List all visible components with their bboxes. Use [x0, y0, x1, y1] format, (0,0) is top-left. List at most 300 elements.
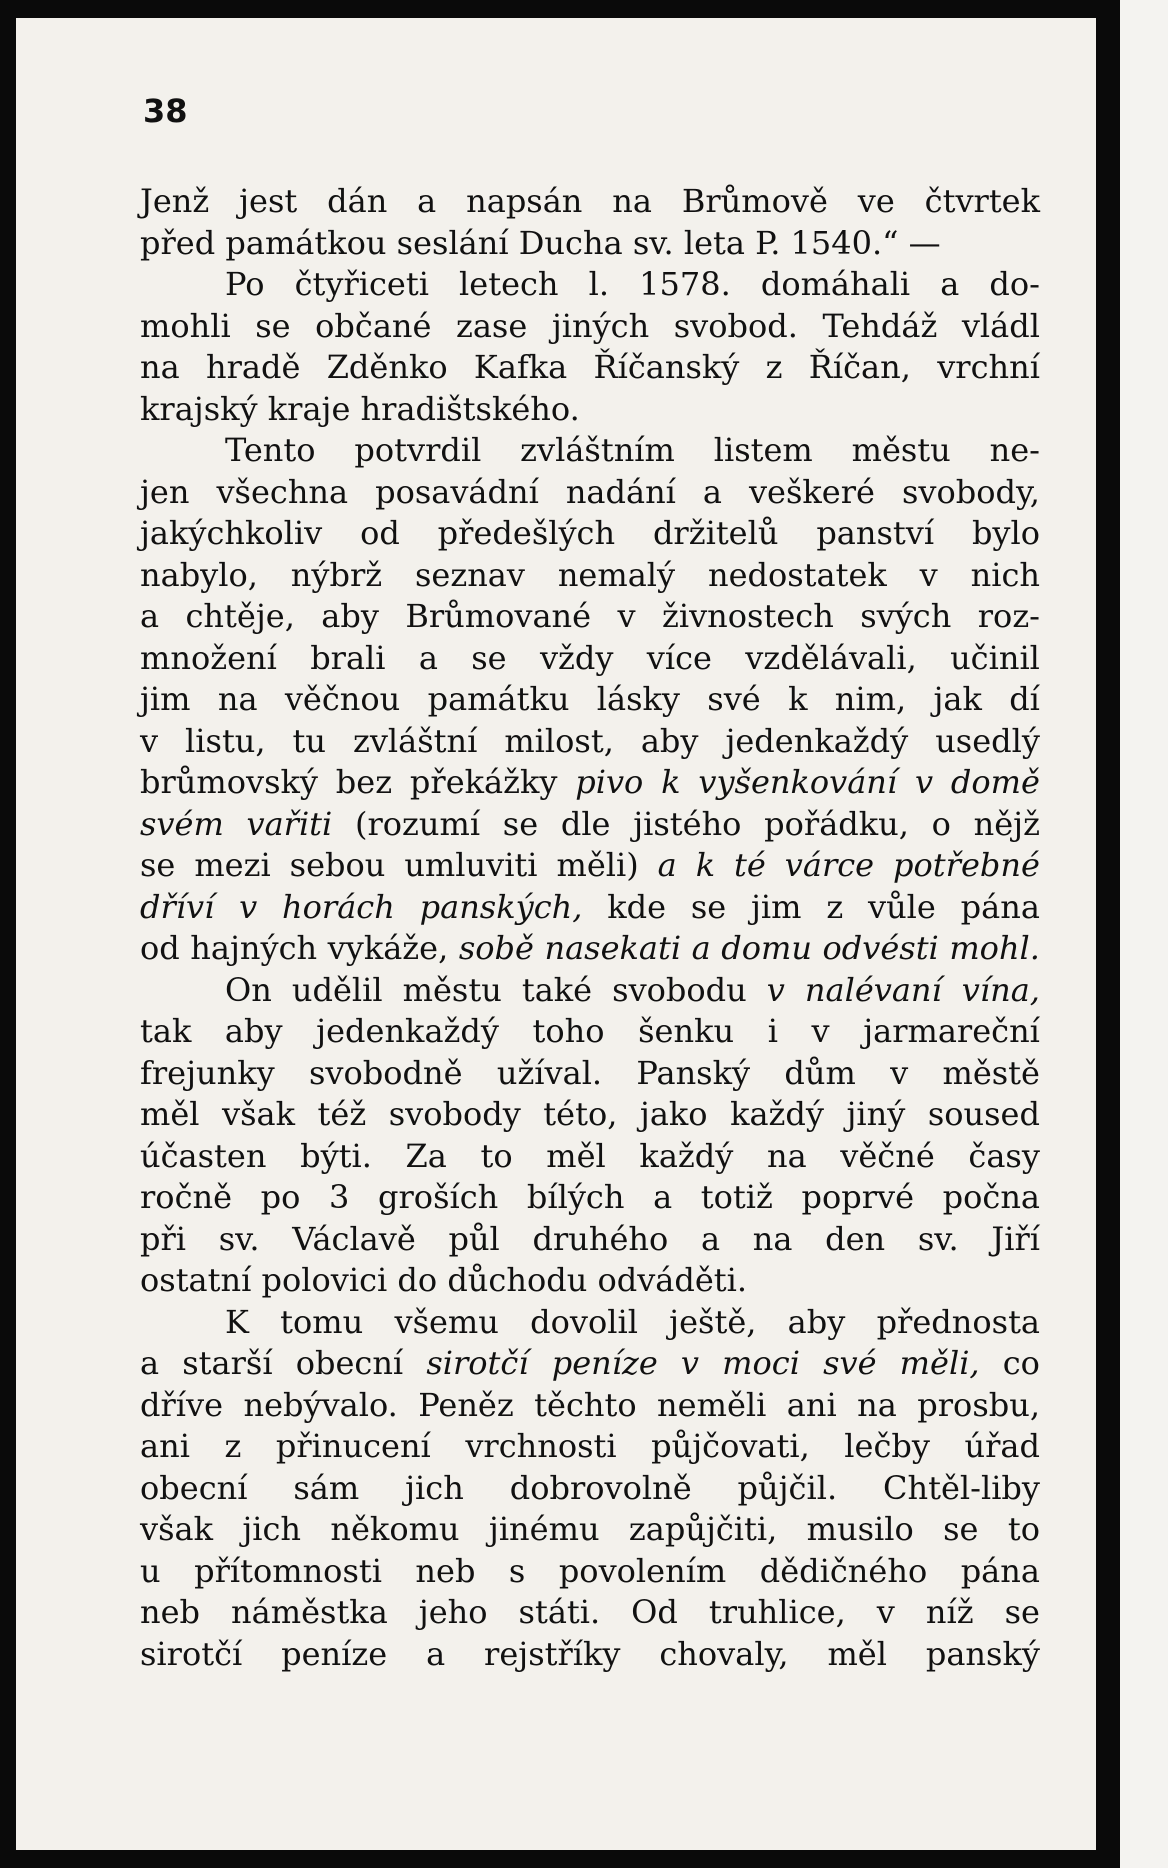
word: dům	[784, 1053, 856, 1092]
word: v	[919, 555, 938, 594]
word: ani	[140, 1427, 190, 1465]
word: umluviti	[404, 846, 538, 884]
word: lásky	[596, 680, 680, 718]
word: městu	[851, 431, 951, 469]
word: peníze	[281, 1634, 388, 1673]
word: městě	[942, 1053, 1040, 1092]
italic-word: v	[914, 763, 934, 801]
word: se	[471, 638, 507, 677]
word: a	[417, 182, 437, 220]
word: Brůmované	[405, 597, 592, 635]
text-line	[140, 679, 1040, 721]
word: však	[140, 1510, 213, 1548]
italic-word: domu	[721, 929, 812, 967]
word: bylo	[971, 514, 1040, 552]
word: Václavě	[292, 1219, 416, 1258]
word: Jenž	[140, 182, 210, 220]
italic-word: domě	[950, 763, 1040, 801]
word: kde	[607, 887, 667, 926]
word: hajných	[190, 929, 318, 967]
word: v	[890, 1053, 909, 1092]
italic-word: svém	[140, 804, 224, 843]
word: roz-	[977, 597, 1040, 635]
text-line	[140, 223, 1040, 265]
word: neb	[415, 1551, 476, 1590]
word: svobody,	[901, 472, 1040, 511]
text-line	[140, 264, 1040, 306]
word: ještě,	[669, 1302, 757, 1341]
word: panský	[925, 1634, 1040, 1673]
italic-word: panských,	[419, 887, 583, 926]
word: sirotčí	[140, 1634, 243, 1673]
word: držitelů	[652, 514, 779, 552]
word: K	[225, 1302, 249, 1341]
word: na	[612, 182, 652, 220]
word: to	[1007, 1510, 1040, 1548]
word: k	[788, 680, 808, 718]
word: musilo	[806, 1510, 914, 1548]
italic-word: k	[661, 763, 681, 801]
word: chtěje,	[185, 597, 295, 635]
word: níž	[925, 1593, 974, 1631]
word: dán	[327, 182, 388, 220]
word: domáhali	[760, 265, 911, 303]
word: předešlých	[437, 514, 616, 552]
word: to	[480, 1136, 513, 1175]
word: půl	[448, 1219, 500, 1258]
word: se	[1004, 1593, 1040, 1631]
text-line	[140, 721, 1040, 763]
text-line	[140, 1302, 1040, 1344]
text-line	[140, 1634, 1040, 1676]
word: na	[752, 1219, 793, 1258]
word: s	[508, 1551, 526, 1590]
word: jedenkaždý	[725, 721, 909, 760]
word: přítomnosti	[194, 1551, 382, 1590]
word: obecní	[295, 1344, 404, 1382]
word: šenku	[638, 1012, 735, 1050]
word: pána	[960, 1551, 1040, 1590]
word: z	[224, 1427, 242, 1465]
italic-word: pivo	[575, 763, 644, 801]
text-span: krajský kraje hradištského.	[140, 389, 580, 428]
word: těchto	[534, 1385, 637, 1424]
word: milost,	[504, 721, 614, 760]
word: bílých	[526, 1178, 625, 1216]
word: se	[502, 804, 539, 843]
word: aby	[321, 597, 379, 635]
word: po	[260, 1178, 301, 1216]
text-line	[140, 472, 1040, 514]
word: nemalý	[557, 555, 676, 594]
word: jedenkaždý	[316, 1012, 499, 1050]
word: co	[1002, 1344, 1040, 1382]
word: povolením	[558, 1551, 727, 1590]
word: pořádku,	[764, 804, 909, 843]
word: jim	[140, 680, 191, 718]
text-line	[140, 1094, 1040, 1136]
word: Brůmově	[681, 182, 828, 220]
word: dí	[1009, 680, 1040, 718]
italic-word: sobě	[458, 929, 534, 967]
word: vzdělávali,	[745, 638, 917, 677]
word: nýbrž	[290, 555, 383, 594]
text-line	[140, 1343, 1040, 1385]
word: vykáže,	[327, 929, 449, 967]
word: zvláštní	[352, 721, 478, 760]
text-line	[140, 596, 1040, 638]
page-number: 38	[143, 92, 188, 130]
word: úřad	[964, 1427, 1040, 1465]
word: den	[825, 1219, 886, 1258]
text-line	[140, 1592, 1040, 1634]
word: jich	[405, 1468, 464, 1507]
word: v	[140, 721, 159, 760]
word: své	[707, 680, 761, 718]
word: a	[426, 1634, 446, 1673]
word: zapůjčiti,	[628, 1510, 778, 1548]
word: potvrdil	[354, 431, 482, 469]
word: sv.	[218, 1219, 260, 1258]
word: a	[940, 265, 960, 303]
text-line	[140, 181, 1040, 223]
word: jistého	[633, 804, 742, 843]
word: Říčan,	[808, 348, 911, 386]
word: se	[690, 887, 727, 926]
word: městu	[402, 970, 502, 1009]
word: Tehdáž	[822, 306, 938, 345]
word: Jiří	[991, 1219, 1040, 1258]
word: seznav	[414, 555, 525, 594]
text-line	[140, 1260, 1040, 1302]
text-line	[140, 970, 1040, 1012]
word: obecní	[140, 1468, 248, 1507]
word: Panský	[636, 1053, 751, 1092]
italic-word: vína,	[961, 970, 1040, 1009]
word: věčné	[840, 1136, 935, 1175]
word: nedostatek	[707, 555, 887, 594]
italic-word: várce	[784, 846, 875, 884]
italic-word: horách	[282, 887, 395, 926]
text-line	[140, 1426, 1040, 1468]
word: množení	[140, 638, 277, 677]
text-span: ostatní polovici do důchodu odváděti.	[140, 1261, 748, 1299]
word: na	[766, 1136, 807, 1175]
word: (rozumí	[354, 804, 481, 843]
word: Po	[225, 265, 265, 303]
word: z	[826, 887, 844, 926]
word: totiž	[700, 1178, 773, 1216]
text-line	[140, 555, 1040, 597]
word: Říčanský	[593, 348, 740, 386]
word: neb	[140, 1593, 201, 1631]
word: Peněz	[418, 1385, 514, 1424]
word: lečby	[844, 1427, 930, 1465]
word: v	[811, 1012, 830, 1050]
text-line	[140, 887, 1040, 929]
word: jak	[933, 680, 982, 718]
word: jako	[639, 1095, 708, 1133]
word: občané	[315, 306, 432, 345]
italic-word: měli,	[899, 1344, 980, 1382]
text-line	[140, 430, 1040, 472]
italic-word: v	[766, 970, 785, 1009]
italic-word: dříví	[140, 887, 215, 926]
word: l.	[588, 265, 610, 303]
word: nabylo,	[140, 555, 258, 594]
word: groších	[378, 1178, 499, 1216]
word: státi.	[518, 1593, 601, 1631]
word: letech	[459, 265, 559, 303]
word: na	[140, 348, 180, 386]
word: zase	[455, 306, 528, 345]
text-line	[140, 306, 1040, 348]
word: listem	[713, 431, 813, 469]
word: se	[255, 306, 291, 345]
word: půjčil.	[737, 1468, 838, 1507]
word: v	[876, 1593, 895, 1631]
word: a	[140, 597, 160, 635]
text-line	[140, 762, 1040, 804]
word: napsán	[466, 182, 583, 220]
word: vládl	[961, 306, 1040, 345]
word: truhlice,	[708, 1593, 846, 1631]
italic-word: peníze	[551, 1344, 658, 1382]
word: se	[943, 1510, 979, 1548]
word: sv.	[917, 1219, 959, 1258]
word: prosbu,	[917, 1385, 1040, 1424]
word: čtvrtek	[924, 182, 1040, 220]
italic-word: nasekati	[544, 929, 682, 967]
word: více	[646, 638, 712, 677]
word: mohli	[140, 306, 231, 345]
word: věčnou	[284, 680, 401, 718]
word: a	[653, 1178, 673, 1216]
word: měl	[140, 1095, 200, 1133]
word: svobod.	[673, 306, 798, 345]
word: při	[140, 1219, 187, 1258]
word: se	[140, 846, 176, 884]
word: bez	[335, 763, 393, 801]
word: listu,	[185, 721, 266, 760]
word: hradě	[205, 348, 301, 386]
word: jest	[239, 182, 298, 220]
word: také	[521, 970, 593, 1009]
word: toho	[532, 1012, 605, 1050]
word: ani	[786, 1385, 837, 1424]
text-line	[140, 389, 1040, 431]
word: Chtěl-liby	[883, 1468, 1040, 1507]
text-line	[140, 513, 1040, 555]
word: do-	[989, 265, 1040, 303]
word: u	[140, 1551, 161, 1590]
word: i	[767, 1012, 778, 1050]
word: udělil	[291, 970, 383, 1009]
word: všechna	[216, 472, 349, 511]
word: čtyřiceti	[294, 265, 429, 303]
word: též	[317, 1095, 367, 1133]
word: na	[857, 1385, 897, 1424]
italic-word: vyšenkování	[698, 763, 898, 801]
text-line	[140, 1136, 1040, 1178]
italic-word: a	[691, 929, 711, 967]
italic-word: v	[680, 1344, 699, 1382]
word: této,	[543, 1095, 618, 1133]
word: býti.	[300, 1136, 372, 1175]
word: z	[765, 348, 783, 386]
word: přinucení	[275, 1427, 431, 1465]
word: památku	[427, 680, 570, 718]
word: nadání	[565, 472, 676, 511]
word: a	[700, 1219, 721, 1258]
word: panství	[816, 514, 935, 552]
word: starší	[182, 1344, 273, 1382]
word: od	[360, 514, 400, 552]
word: vrchnosti	[465, 1427, 617, 1465]
italic-word: vařiti	[246, 804, 333, 843]
word: vrchní	[937, 348, 1040, 386]
word: brůmovský	[140, 763, 318, 801]
word: jim	[751, 887, 802, 926]
word: někomu	[330, 1510, 460, 1548]
word: sám	[293, 1468, 360, 1507]
word: přednosta	[876, 1302, 1040, 1341]
word: tu	[292, 721, 327, 760]
word: aby	[787, 1302, 846, 1341]
italic-word: nalévaní	[804, 970, 942, 1009]
word: všemu	[394, 1302, 499, 1341]
text-line	[140, 1177, 1040, 1219]
word: půjčovati,	[651, 1427, 810, 1465]
word: dříve	[140, 1385, 224, 1424]
text-span: před památkou seslání Ducha sv. leta P. 1540.“ —	[140, 223, 941, 262]
word: překážky	[409, 763, 558, 801]
word: měl	[546, 1136, 606, 1175]
word: jarmareční	[863, 1012, 1040, 1050]
word: počna	[942, 1178, 1040, 1216]
word: však	[222, 1095, 295, 1133]
word: od	[140, 929, 180, 967]
text-line	[140, 1053, 1040, 1095]
word: Od	[631, 1593, 678, 1631]
word: Zděnko	[326, 348, 448, 386]
text-line	[140, 1468, 1040, 1510]
word: On	[225, 970, 272, 1009]
word: 1578.	[639, 265, 731, 303]
word: vždy	[539, 638, 614, 677]
word: účasten	[140, 1136, 267, 1175]
text-line	[140, 804, 1040, 846]
word: každý	[730, 1095, 824, 1133]
word: druhého	[532, 1219, 669, 1258]
word: tak	[140, 1012, 192, 1050]
word: nim,	[834, 680, 907, 718]
word: živnostech	[662, 597, 834, 635]
word: poprvé	[801, 1178, 915, 1216]
word: Kafka	[473, 348, 568, 386]
italic-word: své	[823, 1344, 877, 1382]
word: 3	[329, 1178, 350, 1216]
word: rejstříky	[484, 1634, 621, 1673]
italic-word: odvésti	[822, 929, 939, 967]
word: o	[931, 804, 951, 843]
text-line	[140, 1219, 1040, 1261]
word: měli)	[556, 846, 639, 884]
word: na	[217, 680, 258, 718]
text-line	[140, 845, 1040, 887]
word: jiných	[551, 306, 650, 345]
word: svobodu	[612, 970, 747, 1009]
word: a	[702, 472, 722, 511]
word: dovolil	[530, 1302, 638, 1341]
word: časy	[968, 1136, 1040, 1175]
word: svých	[860, 597, 952, 635]
word: svobodně	[308, 1053, 463, 1092]
word: veškeré	[748, 472, 875, 511]
word: soused	[927, 1095, 1040, 1133]
word: měl	[827, 1634, 887, 1673]
word: ne-	[989, 431, 1040, 469]
word: každý	[639, 1136, 734, 1175]
word: v	[617, 597, 636, 635]
word: svobody	[388, 1095, 521, 1133]
italic-word: moci	[722, 1344, 800, 1382]
word: usedlý	[935, 721, 1040, 760]
italic-word: mohl.	[949, 929, 1040, 967]
word: Tento	[225, 431, 316, 469]
word: posavádní	[375, 472, 539, 511]
word: frejunky	[140, 1053, 275, 1092]
word: jinému	[488, 1510, 600, 1548]
text-line	[140, 347, 1040, 389]
word: a	[140, 1344, 160, 1382]
word: a	[418, 638, 438, 677]
word: ve	[857, 182, 895, 220]
word: užíval.	[496, 1053, 603, 1092]
word: ročně	[140, 1178, 233, 1216]
word: jeho	[418, 1593, 488, 1631]
text-line	[140, 638, 1040, 680]
text-line	[140, 1385, 1040, 1427]
italic-word: v	[239, 887, 258, 926]
word: jich	[242, 1510, 302, 1548]
word: mezi	[194, 846, 271, 884]
word: náměstka	[231, 1593, 388, 1631]
word: Za	[405, 1136, 447, 1175]
adjacent-page-edge	[1112, 0, 1168, 1868]
word: pána	[960, 887, 1040, 926]
text-line	[140, 1011, 1040, 1053]
word: nějž	[973, 804, 1040, 843]
italic-word: té	[734, 846, 766, 884]
text-line	[140, 928, 1040, 970]
word: tomu	[280, 1302, 364, 1341]
italic-word: a	[657, 846, 677, 884]
word: jen	[140, 472, 190, 511]
italic-word: sirotčí	[426, 1344, 529, 1382]
word: aby	[224, 1012, 283, 1050]
word: dobrovolně	[509, 1468, 692, 1507]
word: vůle	[867, 887, 936, 926]
word: jiný	[846, 1095, 906, 1133]
italic-word: potřebné	[893, 846, 1040, 884]
word: dle	[560, 804, 611, 843]
word: nich	[970, 555, 1040, 594]
word: brali	[310, 638, 386, 677]
italic-word: k	[695, 846, 716, 884]
text-line	[140, 1551, 1040, 1593]
word: nebývalo.	[243, 1385, 398, 1424]
